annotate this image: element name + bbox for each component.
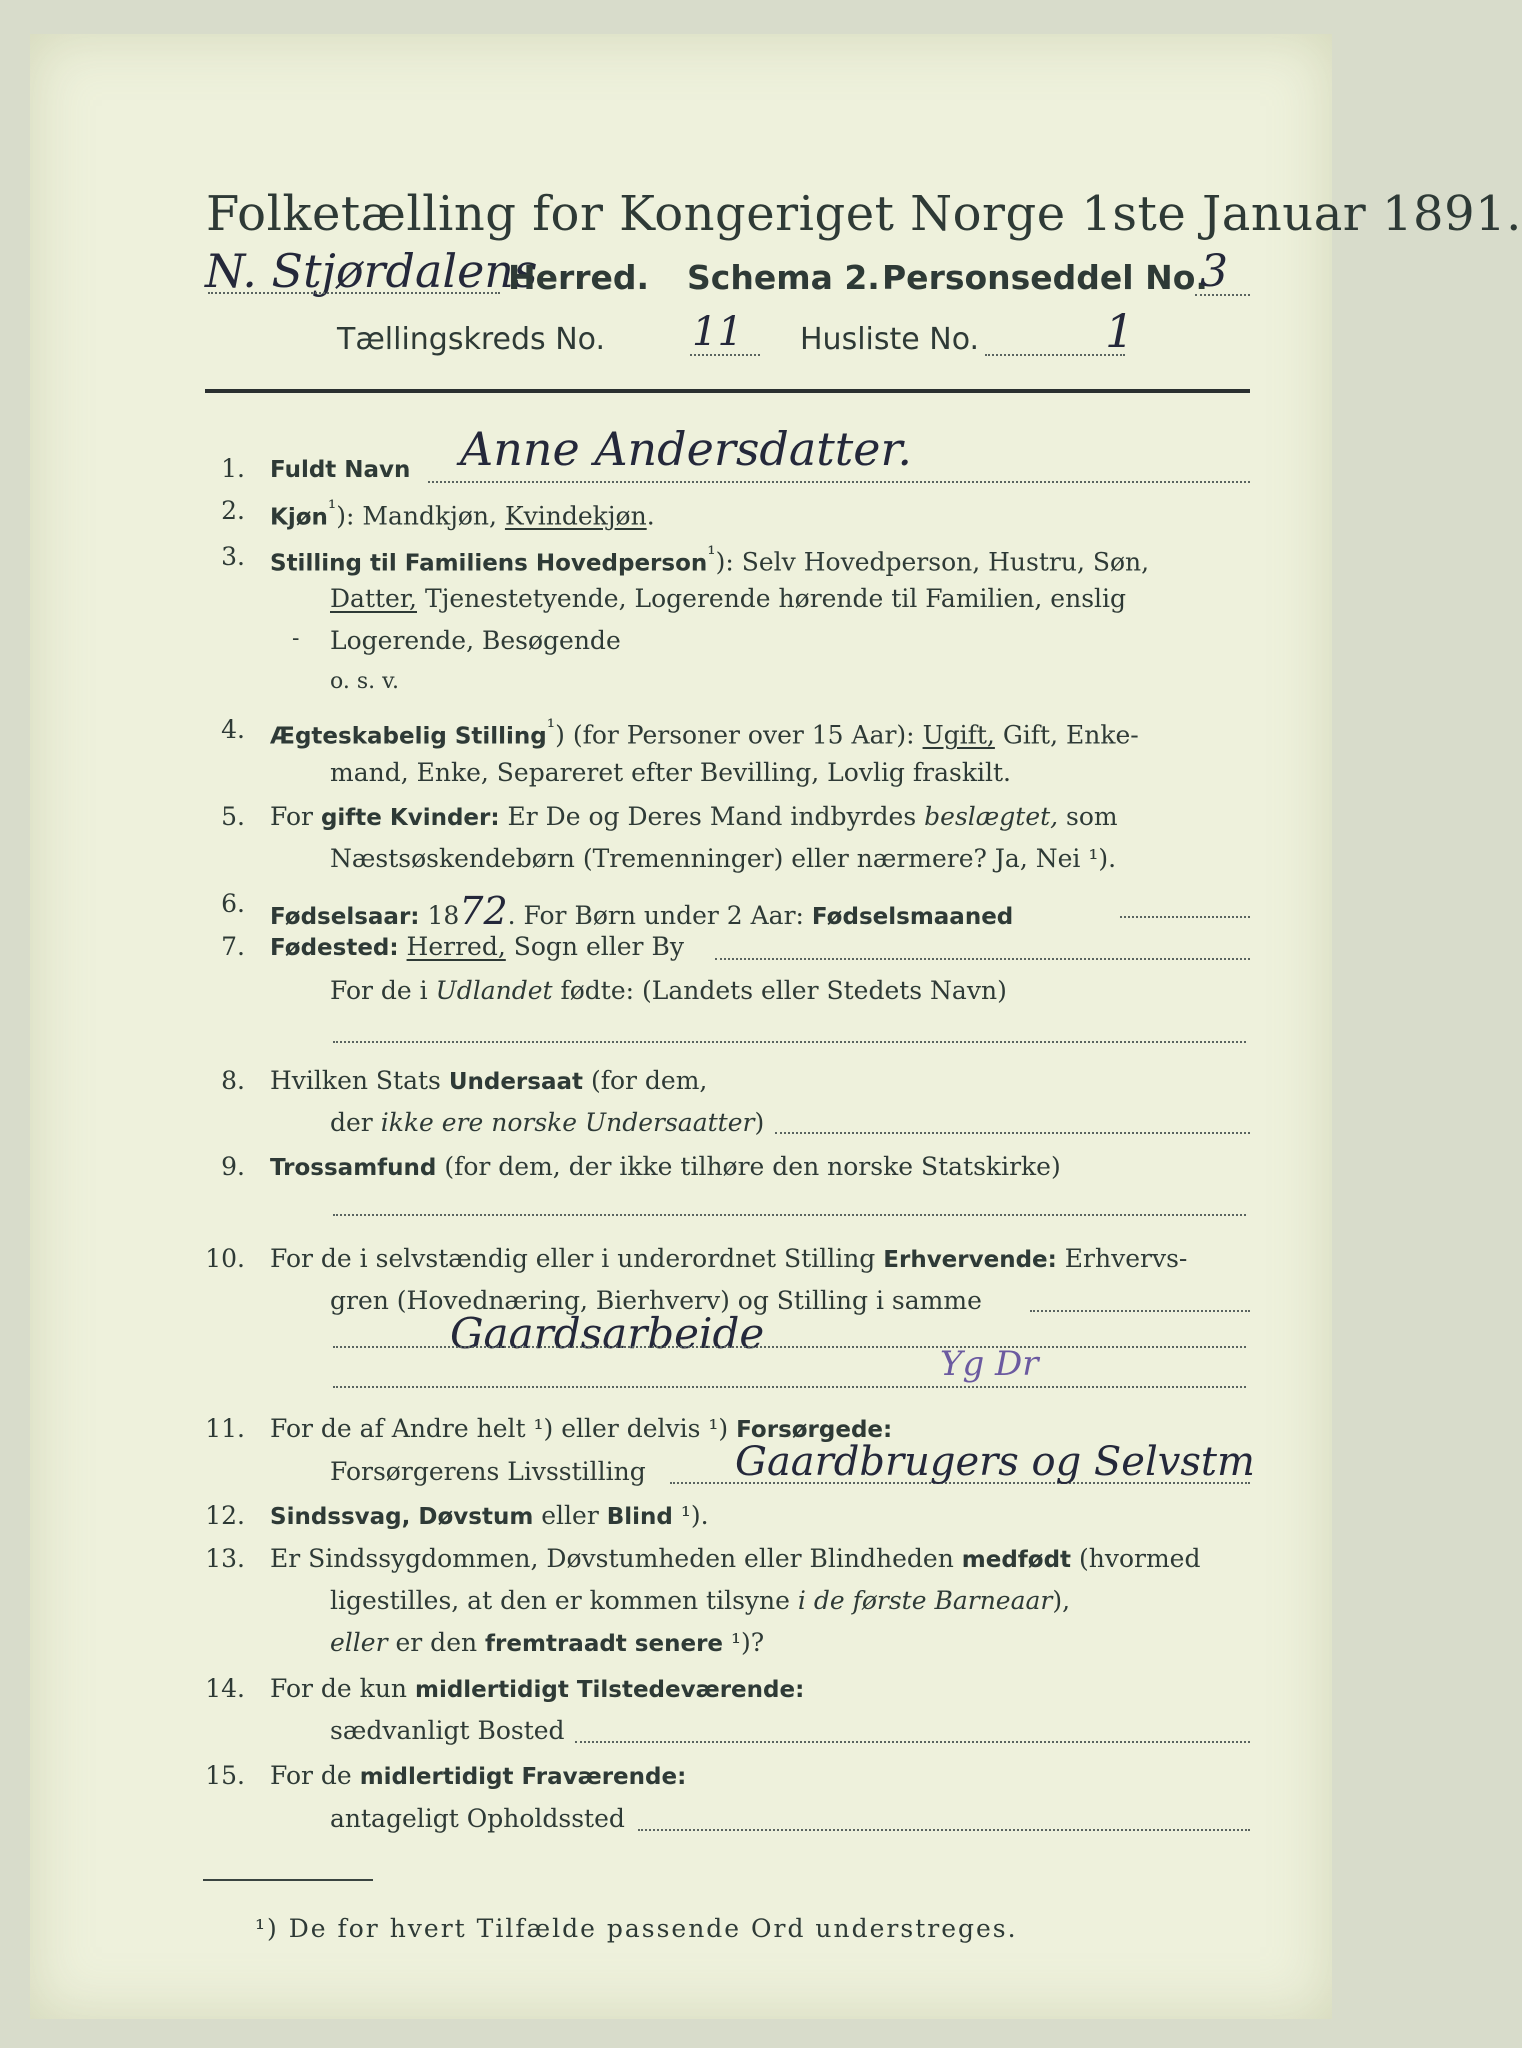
item-3-line-4: o. s. v. [330, 669, 399, 694]
item-2-text: Kjøn$^{^1}$): Mandkjøn, Kvindekjøn. [270, 496, 655, 531]
item-6-dotted-line [1120, 916, 1250, 918]
item-11-line-2: Forsørgerens Livsstilling [330, 1457, 646, 1486]
husliste-value: 1 [1105, 304, 1135, 358]
item-11-provider-value: Gaardbrugers og Selvstm [735, 1439, 1255, 1485]
item-9-number: 9. [221, 1152, 245, 1181]
item-14-dotted-line [575, 1741, 1250, 1743]
herred-label: Herred. [508, 258, 650, 297]
footnote-rule [203, 1879, 373, 1881]
item-10-occupation-value: Gaardsarbeide [450, 1309, 765, 1358]
item-10-pencil-note: Yg Dr [940, 1344, 1039, 1384]
item-10-line-1: For de i selvstændig eller i underordnet Stilling Erhvervende: Erhvervs- [270, 1244, 1188, 1273]
header-rule [205, 389, 1250, 393]
item-6-line: Fødselsaar: 1872. For Børn under 2 Aar: Fødselsmaaned [270, 889, 1014, 933]
item-12-number: 12. [205, 1501, 245, 1530]
item-8-dotted-line [775, 1132, 1250, 1134]
item-2-number: 2. [221, 496, 245, 525]
item-7-dotted-line-2 [333, 1041, 1246, 1043]
item-3-line-1: Stilling til Familiens Hovedperson$^{^1}$): Selv Hovedperson, Hustru, Søn, [270, 542, 1150, 577]
item-10-dotted-line-2 [333, 1346, 1246, 1348]
personseddel-label: Personseddel No. [882, 258, 1208, 297]
item-4-line-2: mand, Enke, Separeret efter Bevilling, Lovlig fraskilt. [330, 758, 1011, 787]
item-3-line-3: Logerende, Besøgende [330, 626, 621, 655]
taellingskreds-label: Tællingskreds No. [337, 322, 605, 357]
item-15-line-2: antageligt Opholdssted [330, 1804, 625, 1833]
herred-value: N. Stjørdalens [205, 244, 538, 298]
item-7-number: 7. [221, 932, 245, 961]
item-5-line-2: Næstsøskendebørn (Tremenninger) eller nærmere? Ja, Nei ¹). [330, 844, 1117, 873]
item-14-line-2: sædvanligt Bosted [330, 1716, 565, 1745]
taellingskreds-value: 11 [692, 309, 743, 355]
item-10-number: 10. [205, 1244, 245, 1273]
item-3-number: 3. [221, 542, 245, 571]
item-13-line-1: Er Sindssygdommen, Døvstumheden eller Blindheden medfødt (hvormed [270, 1544, 1201, 1573]
item-1-name-value: Anne Andersdatter. [460, 422, 913, 476]
item-11-number: 11. [205, 1414, 245, 1443]
item-14-line-1: For de kun midlertidigt Tilstedeværende: [270, 1674, 805, 1703]
herred-dotted-line [208, 292, 500, 294]
item-1-number: 1. [221, 454, 245, 483]
item-13-number: 13. [205, 1544, 245, 1573]
item-11-line-1: For de af Andre helt ¹) eller delvis ¹) Forsørgede: [270, 1414, 893, 1443]
item-1-dotted-line [428, 481, 1250, 483]
item-15-dotted-line [638, 1829, 1250, 1831]
item-15-line-1: For de midlertidigt Fraværende: [270, 1761, 687, 1790]
item-6-number: 6. [221, 889, 245, 918]
item-10-dotted-line-3 [333, 1386, 1246, 1388]
item-7-line-2: For de i Udlandet fødte: (Landets eller Stedets Navn) [330, 976, 1007, 1005]
item-4-line-1: Ægteskabelig Stilling$^{^1}$) (for Personer over 15 Aar): Ugift, Gift, Enke- [270, 715, 1139, 750]
footnote: ¹) De for hvert Tilfælde passende Ord understreges. [255, 1914, 1018, 1943]
item-13-line-2: ligestilles, at den er kommen tilsyne i de første Barneaar), [330, 1586, 1071, 1615]
item-15-number: 15. [205, 1761, 245, 1790]
item-3-line-2: Datter, Tjenestetyende, Logerende hørende til Familien, enslig [330, 584, 1127, 613]
item-9-line: Trossamfund (for dem, der ikke tilhøre den norske Statskirke) [270, 1152, 1061, 1181]
item-8-line-1: Hvilken Stats Undersaat (for dem, [270, 1066, 708, 1095]
item-14-number: 14. [205, 1674, 245, 1703]
husliste-label: Husliste No. [800, 322, 980, 357]
item-5-line-1: For gifte Kvinder: Er De og Deres Mand indbyrdes beslægtet, som [270, 802, 1118, 831]
item-7-line-1: Fødested: Herred, Sogn eller By [270, 932, 684, 961]
item-7-dotted-line-1 [715, 958, 1250, 960]
item-9-dotted-line [333, 1214, 1246, 1216]
personseddel-value: 3 [1200, 246, 1228, 297]
item-10-dotted-line-1 [1030, 1310, 1250, 1312]
item-5-number: 5. [221, 802, 245, 831]
item-10-line-2: gren (Hovednæring, Bierhverv) og Stilling i samme [330, 1286, 982, 1315]
personseddel-dotted-line [1195, 294, 1250, 296]
form-title: Folketælling for Kongeriget Norge 1ste Januar 1891. [206, 186, 1522, 242]
census-form-sheet [30, 34, 1522, 2019]
item-8-line-2: der ikke ere norske Undersaatter) [330, 1108, 765, 1137]
margin-mark: - [292, 626, 300, 651]
item-4-number: 4. [221, 715, 245, 744]
husliste-dotted-line [985, 354, 1125, 356]
item-8-number: 8. [221, 1066, 245, 1095]
birth-year-value: 72 [459, 889, 508, 933]
item-12-line: Sindssvag, Døvstum eller Blind ¹). [270, 1501, 709, 1530]
taellingskreds-dotted-line [690, 354, 760, 356]
item-13-line-3: eller er den fremtraadt senere ¹)? [330, 1628, 765, 1657]
schema-label: Schema 2. [687, 258, 880, 297]
item-1-label: Fuldt Navn [270, 457, 411, 483]
